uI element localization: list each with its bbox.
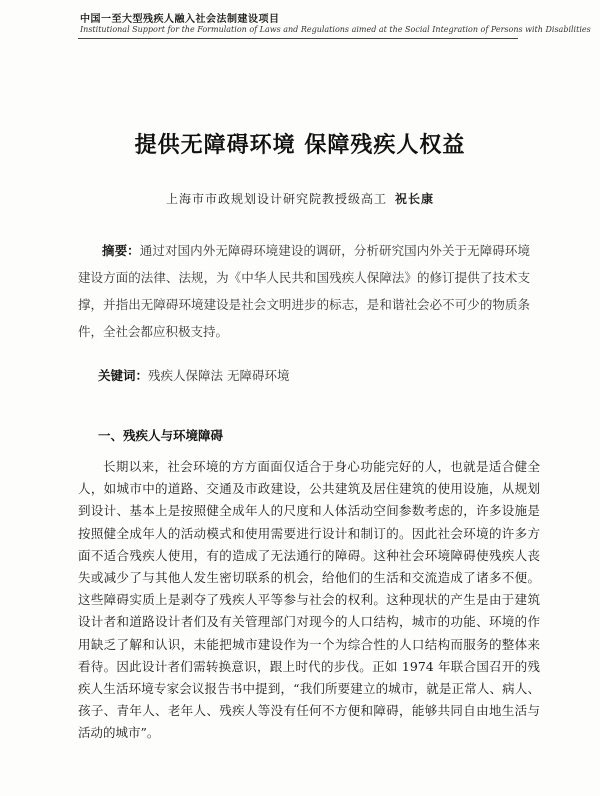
keywords xyxy=(98,366,290,384)
author-name: 祝长康 xyxy=(395,192,435,206)
abstract xyxy=(78,237,530,345)
keywords-text: 残疾人保障法 无障碍环境 xyxy=(148,368,290,383)
running-header-english: Institutional Support for the Formulation of Laws and Regulations aimed at the Social Integration of Persons with Disabilities xyxy=(80,25,591,34)
section-heading: 一、残疾人与环境障碍 xyxy=(98,428,224,443)
body-paragraph: 长期以来，社会环境的方方面面仅适合于身心功能完好的人，也就是适合健全人，如城市中的道路、交通及市政建设，公共建筑及居住建筑的使用设施，从规划到设计、基本上是按照健全成年人的尺度和人体活动空间参数考虑的，许多设施是按照健全成年人的活动模式和使用需要进行设计和制订的。因此社会环境的许多方面不适合残疾人使用，有的造成了无法通行的障碍。这种社会环境障碍使残疾人丧失或减少了与其他人发生密切联系的机会，给他们的生活和交流造成了诸多不便。这些障碍实质上是剥夺了残疾人平等参与社会的权利。这种现状的产生是由于建筑设计者和道路设计者们及有关管理部门对现今的人口结构，城市的功能、环境的作用缺乏了解和认识，未能把城市建设作为一个为综合性的人口结构而服务的整体来看待。因此设计者们需转换意识，跟上时代的步伐。正如 1974 年联合国召开的残疾人生活环境专家会议报告书中提到，“我们所要建立的城市，就是正常人、病人、孩子、青年人、老年人、残疾人等没有任何不方便和障碍，能够共同自由地生活与活动的城市”。 xyxy=(78,459,540,741)
paper-title: 提供无障碍环境 保障残疾人权益 xyxy=(134,132,466,158)
abstract-text: 通过对国内外无障碍环境建设的调研，分析研究国内外关于无障碍环境建设方面的法律、法规，为《中华人民共和国残疾人保障法》的修订提供了技术支撑，并指出无障碍环境建设是社会文明进步的标志，是和谐社会必不可少的物质条件，全社会都应积极支持。 xyxy=(78,243,530,339)
keywords-label: 关键词： xyxy=(98,368,149,383)
author-affiliation: 上海市市政规划设计研究院教授级高工 xyxy=(165,192,387,206)
header-rule xyxy=(78,38,518,39)
running-header-chinese: 中国一至大型残疾人融入社会法制建设项目 xyxy=(80,14,280,25)
abstract-label: 摘要： xyxy=(102,243,140,258)
author-line xyxy=(0,190,600,207)
